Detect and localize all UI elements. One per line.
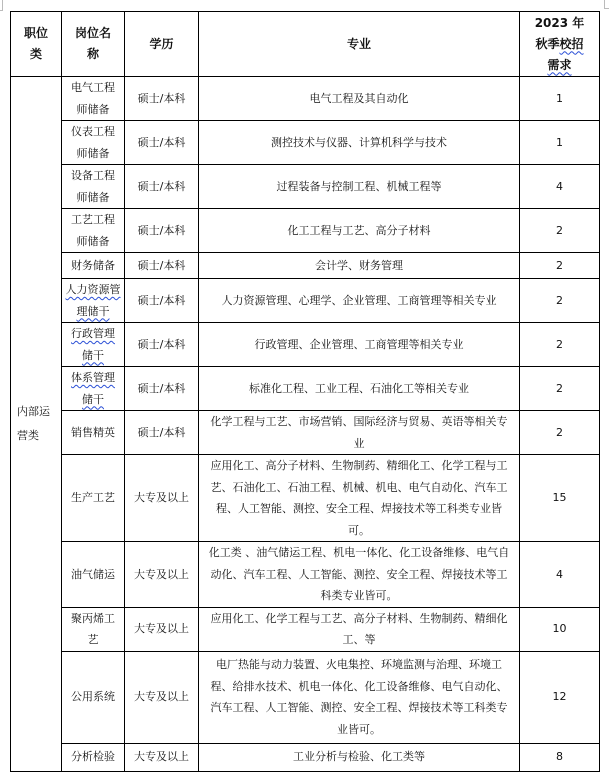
page-corner-mark [0, 0, 3, 10]
education-cell: 硕士/本科 [125, 323, 199, 367]
demand-cell: 4 [520, 165, 600, 209]
demand-cell: 2 [520, 323, 600, 367]
table-row [11, 542, 600, 608]
major-cell: 电气工程及其自动化 [199, 77, 520, 121]
position-cell [62, 279, 125, 323]
demand-cell: 15 [520, 455, 600, 542]
major-cell: 应用化工、高分子材料、生物制药、精细化工、化学工程与工艺、石油化工、石油工程、机械、机电、电气自动化、汽车工程、人工智能、测控、安全工程、焊接技术等工科类专业皆可。 [199, 455, 520, 542]
header-demand-line2b: 校招 [559, 36, 584, 51]
education-cell: 硕士/本科 [125, 367, 199, 411]
demand-cell: 12 [520, 651, 600, 743]
position-cell [62, 367, 125, 411]
major-cell: 化工工程与工艺、高分子材料 [199, 209, 520, 253]
position-text: 体系管理储干 [71, 371, 115, 406]
major-cell: 电厂热能与动力装置、火电集控、环境监测与治理、环境工程、给排水技术、机电一体化、化工设备维修、电气自动化、汽车工程、人工智能、测控、安全工程、焊接技术等工科类专业皆可。 [199, 651, 520, 743]
education-cell: 大专及以上 [125, 651, 199, 743]
education-cell: 大专及以上 [125, 743, 199, 771]
demand-cell: 2 [520, 411, 600, 455]
table-row [11, 121, 600, 165]
position-cell [62, 323, 125, 367]
major-cell: 测控技术与仪器、计算机科学与技术 [199, 121, 520, 165]
major-cell: 化工类 、油气储运工程、机电一体化、化工设备维修、电气自动化、汽车工程、人工智能、测控、安全工程、焊接技术等工科类专业皆可。 [199, 542, 520, 608]
education-cell: 硕士/本科 [125, 411, 199, 455]
demand-cell: 2 [520, 253, 600, 279]
header-education: 学历 [125, 12, 199, 77]
table-row [11, 209, 600, 253]
header-demand-line2a: 秋季 [535, 36, 560, 51]
major-cell: 化学工程与工艺、市场营销、国际经济与贸易、英语等相关专业 [199, 411, 520, 455]
header-demand-line1: 2023 年 [534, 15, 585, 30]
page-corner-mark [604, 8, 609, 9]
header-demand [520, 12, 600, 77]
position-cell: 工艺工程师储备 [62, 209, 125, 253]
recruitment-table [10, 11, 600, 772]
position-cell: 油气储运 [62, 542, 125, 608]
table-row [11, 165, 600, 209]
page-corner-mark [0, 10, 3, 11]
table-row [11, 279, 600, 323]
table-row [11, 367, 600, 411]
table-row [11, 607, 600, 651]
education-cell: 大专及以上 [125, 607, 199, 651]
position-text: 人力资源管理储干 [65, 283, 121, 318]
demand-cell: 8 [520, 743, 600, 771]
demand-cell: 2 [520, 209, 600, 253]
table-row [11, 651, 600, 743]
table-row [11, 455, 600, 542]
header-major: 专业 [199, 12, 520, 77]
demand-cell: 1 [520, 77, 600, 121]
education-cell: 硕士/本科 [125, 279, 199, 323]
table-row [11, 323, 600, 367]
position-cell: 仪表工程师储备 [62, 121, 125, 165]
position-cell: 公用系统 [62, 651, 125, 743]
category-label: 内部运营类 [17, 404, 50, 442]
position-cell: 聚丙烯工艺 [62, 607, 125, 651]
major-cell: 应用化工、化学工程与工艺、高分子材料、生物制药、精细化工、等 [199, 607, 520, 651]
education-cell: 硕士/本科 [125, 77, 199, 121]
education-cell: 硕士/本科 [125, 165, 199, 209]
demand-cell: 4 [520, 542, 600, 608]
table-row [11, 253, 600, 279]
major-cell: 工业分析与检验、化工类等 [199, 743, 520, 771]
header-demand-line3: 需求 [547, 57, 572, 72]
page-corner-mark [604, 0, 605, 8]
demand-cell: 1 [520, 121, 600, 165]
category-cell [11, 77, 62, 772]
major-cell: 行政管理、企业管理、工商管理等相关专业 [199, 323, 520, 367]
table-row [11, 411, 600, 455]
education-cell: 硕士/本科 [125, 121, 199, 165]
position-cell: 销售精英 [62, 411, 125, 455]
education-cell: 硕士/本科 [125, 209, 199, 253]
position-cell: 电气工程师储备 [62, 77, 125, 121]
header-category: 职位类 [11, 12, 62, 77]
major-cell: 人力资源管理、心理学、企业管理、工商管理等相关专业 [199, 279, 520, 323]
education-cell: 大专及以上 [125, 542, 199, 608]
position-text: 行政管理储干 [71, 327, 115, 362]
position-cell: 设备工程师储备 [62, 165, 125, 209]
header-position: 岗位名称 [62, 12, 125, 77]
table-header-row [11, 12, 600, 77]
demand-cell: 2 [520, 367, 600, 411]
education-cell: 硕士/本科 [125, 253, 199, 279]
major-cell: 会计学、财务管理 [199, 253, 520, 279]
major-cell: 过程装备与控制工程、机械工程等 [199, 165, 520, 209]
position-cell: 生产工艺 [62, 455, 125, 542]
table-row [11, 77, 600, 121]
position-cell: 分析检验 [62, 743, 125, 771]
education-cell: 大专及以上 [125, 455, 199, 542]
major-cell: 标准化工程、工业工程、石油化工等相关专业 [199, 367, 520, 411]
position-cell: 财务储备 [62, 253, 125, 279]
demand-cell: 10 [520, 607, 600, 651]
demand-cell: 2 [520, 279, 600, 323]
table-row [11, 743, 600, 771]
